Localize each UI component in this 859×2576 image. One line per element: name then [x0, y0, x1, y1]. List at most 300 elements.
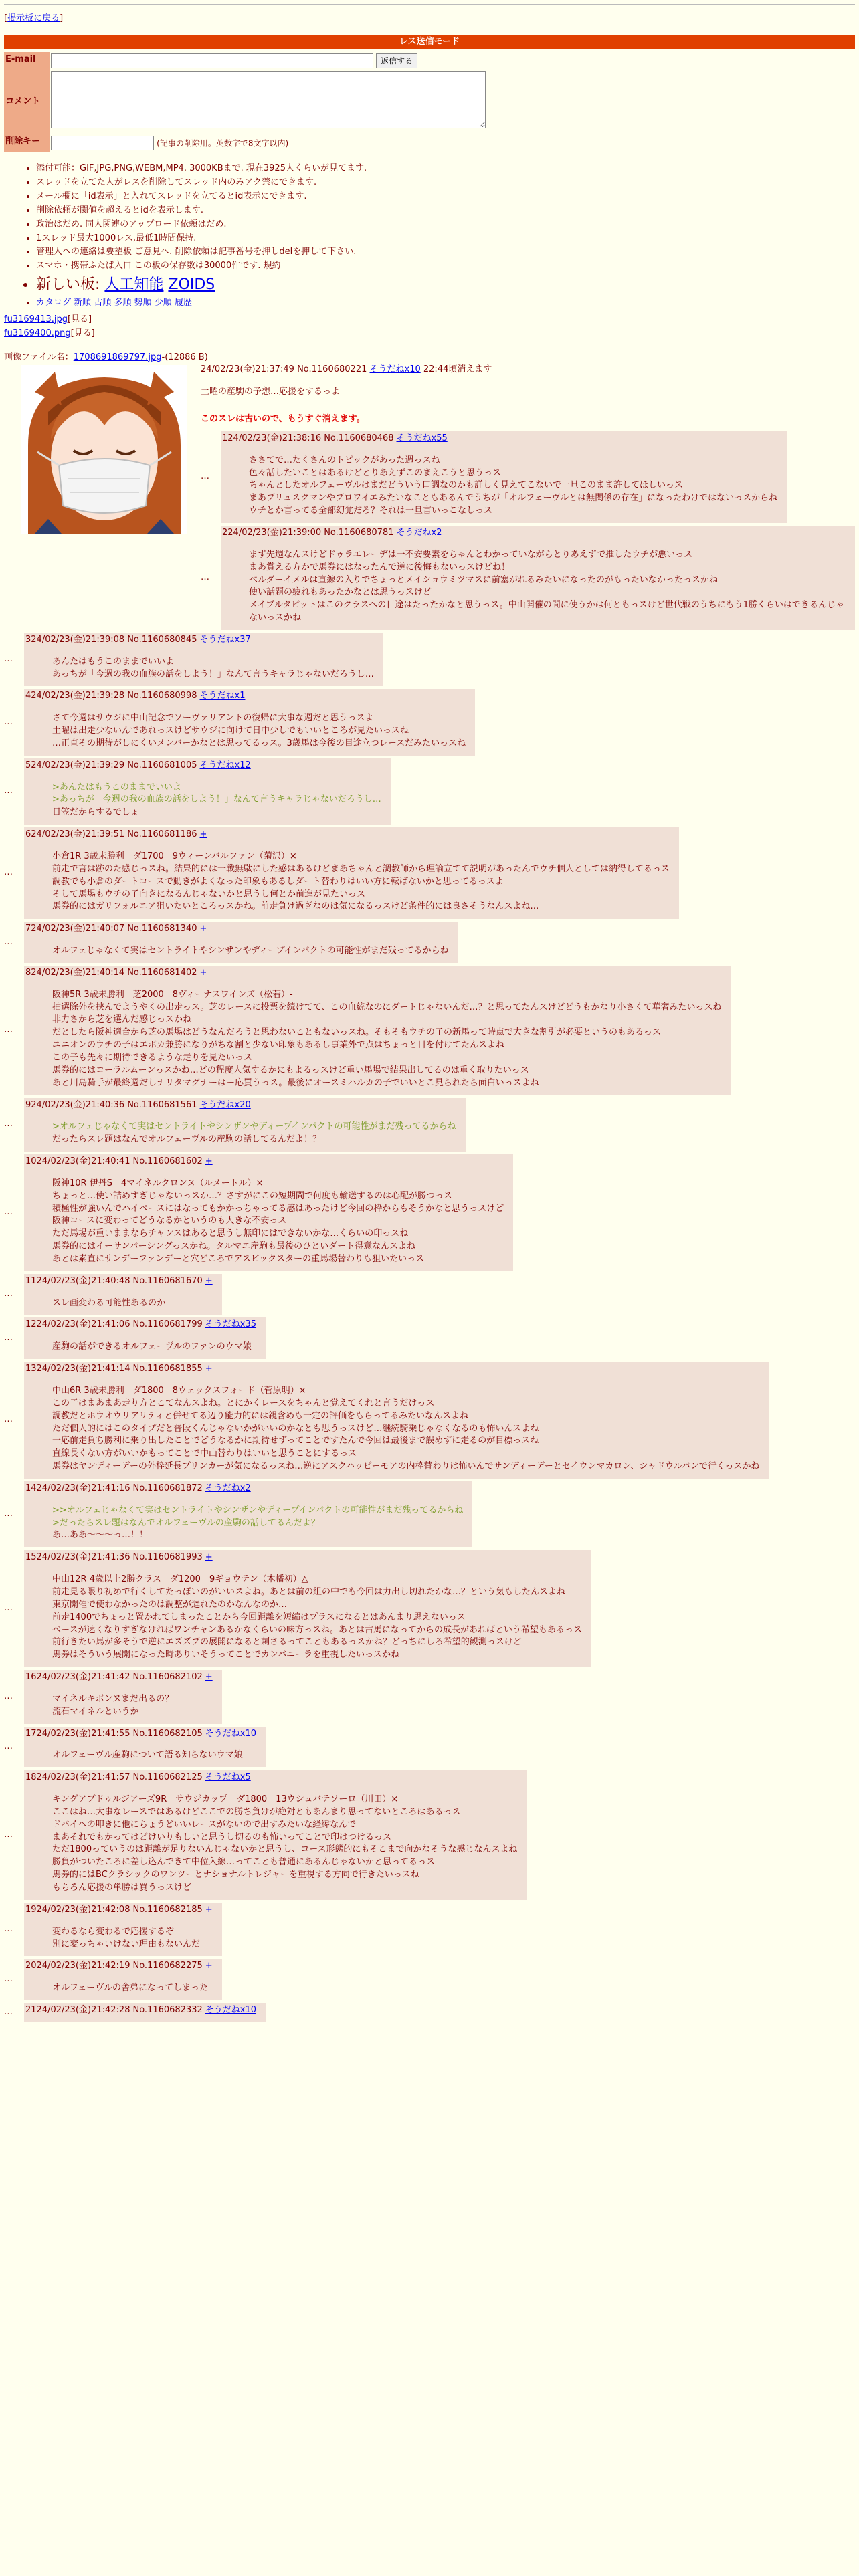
- reply-date: 24/02/23(金)21:40:14: [31, 967, 125, 978]
- reply-date: 24/02/23(金)21:40:41: [36, 1156, 130, 1167]
- reply-line: 調教だとホウオウリアリティと併せてる辺り能力的には親含めも一定の評価をもらってるみたいなんスよね: [52, 1410, 469, 1421]
- reply-box: [24, 1550, 591, 1667]
- reply-line: ここはね…大事なレースではあるけどここでの勝ち負けが絶対ともあんまり思ってないところはあるっス: [52, 1806, 461, 1817]
- reply-line: 日笠だからするでしょ: [52, 807, 139, 818]
- reply-body: [52, 1926, 213, 1951]
- reply-header: [25, 1099, 456, 1112]
- op-file-size: -(12886 B): [161, 352, 208, 362]
- reply-number[interactable]: No.1160682125: [132, 1772, 203, 1783]
- reply-box: [24, 1770, 527, 1900]
- reply-header: [25, 760, 381, 772]
- reply-ellipsis: …: [4, 1025, 13, 1035]
- soudane-link[interactable]: +: [205, 1364, 213, 1374]
- reply-box: [24, 758, 391, 825]
- reply-ellipsis: …: [4, 1289, 13, 1299]
- reply-index: 17: [25, 1728, 37, 1739]
- reply-line: あ…ああ～～～っ…！！: [52, 1530, 149, 1541]
- reply-line: 馬券的にはガリフォルニア狙いたいところっスかね。前走負け過ぎなのは気になるっスけど条件的には良さそうなんスよね…: [52, 901, 539, 912]
- send-reply-button[interactable]: 返信する: [376, 53, 417, 68]
- reply-line: 産駒の話ができるオルフェーヴルのファンのウマ娘: [52, 1341, 252, 1352]
- reply-line: メイプルタピットはこのクラスへの目途はたったかなと思うっス。中山開催の間に使うかは何ともっスけど世代戦のうちにもう1勝くらいはできるんじゃないっスかね: [249, 600, 845, 623]
- reply-body: [52, 1505, 463, 1543]
- reply-row: [4, 827, 855, 919]
- rule-item: • スレッドを立てた人がレスを削除してスレッド内のみアク禁にできます.: [36, 177, 855, 189]
- reply-index: 4: [25, 691, 31, 702]
- quote-line: >オルフェじゃなくて実はセントライトやシンザンやディープインパクトの可能性がまだ残ってるからね: [52, 1121, 456, 1132]
- reply-row: [4, 966, 855, 1095]
- reply-row: [4, 758, 855, 825]
- sort-many-link[interactable]: 多順: [114, 298, 132, 308]
- reply-header: [25, 690, 466, 703]
- email-field[interactable]: [51, 53, 373, 68]
- reply-line: まあブリュスクマンやブロワイエみたいなこともあるんでうちが「オルフェーヴルとは無関係の存在」になったわけではないっスからね: [249, 493, 778, 504]
- soudane-link[interactable]: そうだねx10: [205, 1728, 257, 1739]
- reply-line: 馬券はそういう展開になった時ありいそうってことでカンバニーラを重視したいっスかね: [52, 1650, 400, 1660]
- reply-line: 馬券はヤンディーデーの外枠延長ブリンカーが気になるっスね…逆にアスクハッピーモアの内枠替わりは怖いんでサンディーデーとセイウンマカロン、シャドウルバンで行くっスかね: [52, 1461, 760, 1472]
- soudane-link[interactable]: +: [199, 967, 207, 978]
- reply-header: [25, 1319, 256, 1331]
- reply-line: スレ画変わる可能性あるのか: [52, 1297, 166, 1308]
- reply-line: ささてで…たくさんのトピックがあった週っスね: [249, 455, 440, 465]
- reply-row: [4, 1154, 855, 1271]
- reply-row: [201, 526, 855, 630]
- soudane-link[interactable]: +: [199, 829, 207, 840]
- reply-header: [25, 1671, 213, 1684]
- reply-ellipsis: …: [4, 936, 13, 947]
- reply-index: 14: [25, 1483, 37, 1493]
- reply-line: さて今週はサウジに中山記念でソーヴァリアントの復帰に大事な週だと思うっスよ: [52, 713, 374, 724]
- reply-line: ペースが速くなりすぎなければワンチャンあるかなくらいの味方っスね。あとは古馬になってからの成長があればという希望もあるっス: [52, 1624, 582, 1635]
- soudane-link[interactable]: +: [205, 1961, 213, 1971]
- delkey-field[interactable]: [51, 136, 154, 150]
- reply-line: 調教でも小倉のダートコースで動きがよくなった印象もあるしダート替わりはいい方に転ばないかと思ってるっスよ: [52, 876, 504, 887]
- reply-number[interactable]: No.1160681186: [127, 829, 197, 840]
- reply-date: 24/02/23(金)21:40:07: [31, 924, 125, 934]
- reply-number[interactable]: No.1160682105: [132, 1728, 203, 1739]
- sort-momentum-link[interactable]: 勢順: [134, 298, 152, 308]
- reply-box: [24, 1098, 466, 1152]
- op-deadline: 22:44頃消えます: [423, 364, 492, 375]
- reply-header: [25, 967, 721, 980]
- reply-line: 東京開催で使わなかったのは調整が遅れたのかなんなのか…: [52, 1599, 288, 1610]
- reply-date: 24/02/23(金)21:42:19: [36, 1961, 130, 1971]
- reply-line: だとしたら阪神適合から芝の馬場はどうなんだろうと思わないこともないっスね。そもそもウチの子の新馬って時点で大きな割引が必要というのもあるっス: [52, 1027, 662, 1038]
- reply-index: 20: [25, 1961, 37, 1971]
- reply-body: [52, 1385, 760, 1473]
- reply-line: 前走1400でちょっと置かれてしまったことから今回距離を短縮はプラスになるとはあんまり思えないっス: [52, 1612, 466, 1622]
- reply-header: [25, 829, 670, 841]
- reply-box: [24, 1727, 266, 1768]
- soudane-link[interactable]: そうだねx5: [205, 1772, 251, 1783]
- sort-few-link[interactable]: 少順: [154, 298, 172, 308]
- reply-header: [25, 1904, 213, 1917]
- reply-date: 24/02/23(金)21:41:36: [36, 1552, 130, 1563]
- reply-date: 24/02/23(金)21:38:16: [227, 433, 322, 443]
- reply-body: [52, 1693, 213, 1719]
- reply-index: 19: [25, 1904, 37, 1915]
- soudane-link[interactable]: +: [205, 1904, 213, 1915]
- reply-index: 13: [25, 1364, 37, 1374]
- reply-header: [25, 1483, 463, 1495]
- reply-line: 馬券的にはイーサンパーシングっスかね。タルマエ産駒も最後のひといダート得意なんスよね: [52, 1241, 416, 1252]
- reply-number[interactable]: No.1160682102: [132, 1672, 203, 1683]
- reply-line: ただ1800っていうのは距離が足りないんじゃないかと思うし、コース形態的にもそこまで向かなそうな感じなんスよね: [52, 1844, 518, 1855]
- reply-line: ちょっと…使い詰めすぎじゃないっスか…？さすがにこの短期間で何度も輸送するのは心配が勝つっス: [52, 1190, 452, 1201]
- reply-line: 色々話したいことはあるけどとりあえずこのまえこうと思うっス: [249, 467, 502, 478]
- reply-row: [4, 1274, 855, 1315]
- reply-ellipsis: …: [201, 471, 209, 482]
- file-view-link[interactable]: [見る]: [67, 314, 92, 324]
- reply-date: 24/02/23(金)21:41:06: [36, 1319, 130, 1330]
- reply-line: まあ賞える方かで馬券にはなったんで逆に後悔もないっスけどね！: [249, 562, 510, 572]
- reply-ellipsis: …: [4, 1119, 13, 1130]
- soudane-link[interactable]: そうだねx55: [396, 433, 448, 443]
- reply-row: [4, 1362, 855, 1479]
- op-number[interactable]: No.1160680221: [297, 364, 367, 375]
- reply-line: …正直その期待がしにくいメンバーかなとは思ってるっス。3歳馬は今後の目途立つレースだみたいっスね: [52, 738, 466, 748]
- reply-row: [4, 1550, 855, 1667]
- rule-item[interactable]: • 管理人への連絡は要望板 ご意見へ. 削除依頼は記事番号を押しdelを押して下さい.: [36, 246, 855, 259]
- soudane-link[interactable]: そうだねx2: [205, 1483, 251, 1493]
- reply-ellipsis: …: [4, 716, 13, 727]
- quote-line: >>オルフェじゃなくて実はセントライトやシンザンやディープインパクトの可能性がまだ残ってるからね: [52, 1505, 464, 1515]
- reply-line: マイネルキボンヌまだ出るの？: [52, 1693, 174, 1704]
- op-file-link[interactable]: 1708691869797.jpg: [73, 352, 162, 362]
- reply-body: [52, 1341, 256, 1354]
- reply-index: 9: [25, 1099, 31, 1110]
- reply-line: 阪神5R 3歳未勝利 芝2000 8ヴィーナスワインズ（松若）-: [52, 989, 293, 1000]
- reply-header: [25, 1551, 582, 1564]
- reply-date: 24/02/23(金)21:41:57: [36, 1772, 130, 1783]
- reply-index: 16: [25, 1672, 37, 1683]
- reply-form: [4, 52, 487, 152]
- reply-number[interactable]: No.1160681872: [132, 1483, 203, 1493]
- reply-line: ユニオンのウチの子はエボカ兼勝になりがちな割と少ない印象もあるし事業外で点はちょっと目を付けてたんスよね: [52, 1040, 505, 1051]
- reply-ellipsis: …: [4, 1741, 13, 1751]
- rule-item: • 添付可能：GIF,JPG,PNG,WEBM,MP4. 3000KBまで. 現在3925人くらいが見てます.: [36, 163, 855, 175]
- reply-number[interactable]: No.1160680468: [324, 433, 394, 443]
- quote-line: >あっちが「今週の我の血族の話をしよう！」なんて言うキャラじゃないだろうし…: [52, 794, 381, 805]
- reply-index: 6: [25, 829, 31, 840]
- reply-row: [4, 1317, 855, 1359]
- reply-body: [52, 1121, 456, 1146]
- reply-line: 積極性が強いんでハイペースにはなってもかかっちゃってる感はあったけど今回の枠からもそうかなと思うっスけど: [52, 1203, 504, 1214]
- reply-ellipsis: …: [4, 1332, 13, 1343]
- reply-number[interactable]: No.1160682332: [132, 2005, 203, 2016]
- new-board-link-ai[interactable]: 人工知能: [104, 276, 164, 294]
- reply-box: [24, 966, 731, 1095]
- reply-number[interactable]: No.1160680845: [127, 634, 197, 645]
- new-boards-item: [36, 274, 855, 296]
- reply-line: 前走で言は跡のた感じっスね。結果的には一戦無駄にした感はあるけどまあちゃんと調教師から理論立てて説明があったんでウチ個人としては納得してるっス: [52, 863, 670, 874]
- reply-date: 24/02/23(金)21:39:08: [31, 634, 125, 645]
- reply-ellipsis: …: [4, 1973, 13, 1984]
- catalog-link[interactable]: カタログ: [36, 298, 72, 308]
- reply-date: 24/02/23(金)21:39:28: [31, 691, 125, 702]
- top-divider: [4, 4, 855, 5]
- reply-line: ちゃんとしたオルフェーヴルはまだどういう口調なのかも詳しく見えてこないで一旦このまま許してほしいっス: [249, 480, 683, 491]
- reply-date: 24/02/23(金)21:41:14: [36, 1364, 130, 1374]
- soudane-link[interactable]: +: [205, 1275, 213, 1286]
- reply-box: [24, 827, 679, 919]
- reply-header: [222, 527, 846, 540]
- file-link[interactable]: fu3169413.jpg: [4, 314, 68, 324]
- reply-ellipsis: …: [4, 1207, 13, 1217]
- reply-header: [25, 1363, 760, 1376]
- catalog-links-item: [36, 297, 855, 310]
- reply-ellipsis: …: [4, 786, 13, 796]
- reply-index: 3: [25, 634, 31, 645]
- attached-files: [4, 314, 855, 340]
- reply-line: 使い話題の疲れもあったかなとは思うっスけど: [249, 587, 432, 598]
- reply-header: [25, 2004, 256, 2017]
- reply-list: [4, 431, 855, 2022]
- reply-body: [249, 549, 846, 625]
- history-link[interactable]: 履歴: [174, 298, 192, 308]
- reply-ellipsis: …: [201, 572, 209, 582]
- reply-row: [4, 633, 855, 687]
- reply-line: 流石マイネルというか: [52, 1706, 139, 1717]
- reply-body: [52, 1178, 504, 1266]
- reply-index: 11: [25, 1275, 37, 1286]
- op-file-line: [4, 352, 855, 364]
- reply-line: ウチとか言ってる全部幻覚だろ？それは一旦言いっこなしっス: [249, 506, 493, 516]
- new-board-link-zoids[interactable]: ZOIDS: [168, 276, 215, 294]
- quote-line: >あんたはもうこのままでいいよ: [52, 782, 181, 792]
- reply-index: 10: [25, 1156, 37, 1167]
- reply-line: 前行きたい馬が多そうで逆にエズズブの展開になると刺さるってこともあるっスかね？どっちにしろ希望的観測っスけど: [52, 1637, 522, 1648]
- reply-line: オルフェーヴル産駒について語る知らないウマ娘: [52, 1750, 243, 1761]
- soudane-link[interactable]: +: [205, 1552, 213, 1563]
- reply-box: [24, 1959, 222, 2000]
- reply-line: もちろん応援の単勝は買うっスけど: [52, 1883, 192, 1893]
- quote-line: >だったらスレ題はなんでオルフェーヴルの産駒の話してるんだよ？: [52, 1517, 320, 1528]
- reply-row: [4, 2003, 855, 2022]
- reply-box: [221, 526, 855, 630]
- sort-new-link[interactable]: 新順: [74, 298, 92, 308]
- comment-label: コメント: [4, 70, 50, 134]
- soudane-link[interactable]: +: [205, 1672, 213, 1683]
- reply-number[interactable]: No.1160681340: [127, 924, 197, 934]
- reply-index: 15: [25, 1552, 37, 1563]
- reply-line: 前走見る限り初めで行くしてたっぽいのがいいスよね。あとは前の組の中でも今回は力出し切れたかな…？という気もしたんスよね: [52, 1586, 566, 1597]
- soudane-link[interactable]: そうだねx12: [199, 760, 251, 770]
- op-body: 土曜の産駒の予想…応援をするっよ: [201, 387, 341, 397]
- soudane-link[interactable]: そうだねx10: [205, 2005, 257, 2016]
- soudane-link[interactable]: そうだねx37: [199, 634, 251, 645]
- board-rules: [24, 163, 855, 309]
- soudane-link[interactable]: +: [205, 1156, 213, 1167]
- reply-index: 21: [25, 2005, 37, 2016]
- reply-line: ただ馬場が重いままならチャンスはあると思うし無印にはできないかな…くらいの印っスね: [52, 1228, 409, 1239]
- reply-header: [25, 1275, 213, 1288]
- reply-line: オルフェじゃなくて実はセントライトやシンザンやディープインパクトの可能性がまだ残ってるからね: [52, 946, 449, 956]
- reply-body: [249, 455, 777, 518]
- reply-index: 1: [222, 433, 228, 443]
- reply-header: [222, 433, 777, 445]
- reply-row: [4, 1770, 855, 1900]
- back-to-board-link[interactable]: 掲示板に戻る: [7, 13, 60, 23]
- reply-header: [25, 1772, 517, 1784]
- reply-line: ただ個人的にはこのタイプだと普段くんじゃないかがいいのかなとも思うっスけど…継続騎乗じゃなくなるのも怖いんスよね: [52, 1423, 539, 1434]
- reply-body: [52, 656, 374, 681]
- reply-box: [24, 1274, 222, 1315]
- reply-index: 18: [25, 1772, 37, 1783]
- reply-row: [4, 1903, 855, 1957]
- reply-box: [24, 633, 383, 687]
- reply-number[interactable]: No.1160681005: [127, 760, 197, 770]
- old-thread-notice: このスレは古いので、もうすぐ消えます。: [201, 414, 365, 425]
- reply-box: [24, 1903, 222, 1957]
- reply-line: 中山12R 4歳以上2勝クラス ダ1200 9ギョウテン（木幡初）△: [52, 1574, 308, 1585]
- reply-line: この子はまあまあ走り方とこてなんスよね。とにかくレースをちゃんと覚えてくれと言うだけっス: [52, 1398, 435, 1408]
- reply-number[interactable]: No.1160681402: [127, 967, 197, 978]
- soudane-link[interactable]: +: [199, 924, 207, 934]
- reply-line: まあそれでもかってはどけいりもしいと思うし切るのも怖いってことで印はつけるっス: [52, 1832, 392, 1842]
- reply-row: [4, 1959, 855, 2000]
- reply-index: 12: [25, 1319, 37, 1330]
- reply-box: [24, 1362, 769, 1479]
- reply-line: 変わるなら変わるで応援するぞ: [52, 1926, 174, 1937]
- reply-box: [221, 431, 787, 523]
- reply-date: 24/02/23(金)21:41:55: [36, 1728, 130, 1739]
- reply-line: だったらスレ題はなんでオルフェーヴルの産駒の話してるんだよ！？: [52, 1134, 321, 1145]
- reply-line: そして馬場もウチの子向きになるんじゃないかと思うし何とか前進が見たいっス: [52, 889, 366, 899]
- reply-box: [24, 2003, 266, 2022]
- reply-body: [52, 1574, 582, 1662]
- reply-number[interactable]: No.1160681561: [127, 1099, 197, 1110]
- reply-header: [25, 1728, 256, 1741]
- reply-body: [52, 989, 721, 1090]
- reply-row: [4, 689, 855, 755]
- reply-row: [4, 922, 855, 963]
- new-boards-prefix: 新しい板:: [36, 276, 100, 294]
- reply-line: ベルダーイメルは直線の入りでちょっとメイショウミツマスに前塞がれるみたいになったのがもったいなかったっスかね: [249, 574, 718, 585]
- reply-ellipsis: …: [4, 1603, 13, 1614]
- reply-body: [52, 851, 670, 914]
- reply-line: 抽選除外を挟んでようやくの出走っス。芝のレースに投票を続けてて、この血統なのにダートじゃないんだ…？と思ってたんスけどどうもかなり小さくて華奢みたいっスね: [52, 1002, 722, 1012]
- back-link-wrapper: [掲示板に戻る]: [4, 13, 64, 23]
- reply-body: [52, 782, 381, 820]
- reply-line: まず先週なんスけどドゥラエレーデは一不安要素をちゃんとわかっていながらとりあえずで推したウチが悪いっス: [249, 549, 693, 560]
- reply-date: 24/02/23(金)21:39:00: [227, 527, 322, 538]
- reply-box: [24, 1481, 472, 1547]
- reply-date: 24/02/23(金)21:39:51: [31, 829, 125, 840]
- reply-box: [24, 1317, 266, 1359]
- reply-header: [25, 1156, 504, 1168]
- op-thumbnail[interactable]: [21, 365, 187, 534]
- op-file-prefix: 画像ファイル名：: [4, 352, 74, 362]
- reply-line: 阪神コースに変わってどうなるかというのも大きな不安っス: [52, 1216, 287, 1226]
- op-date: 24/02/23(金)21:37:49: [201, 364, 294, 375]
- reply-mode-bar: レス送信モード: [4, 35, 855, 49]
- reply-line: 勝負がついたころに差し込んできて中位入線…ってことも普通にあるんじゃないかと思ってるっス: [52, 1857, 436, 1868]
- reply-body: [52, 1794, 517, 1895]
- character-image: [21, 365, 187, 534]
- reply-date: 24/02/23(金)21:40:36: [31, 1099, 125, 1110]
- reply-line: 別に変っちゃいけない理由もないんだ: [52, 1939, 201, 1949]
- reply-date: 24/02/23(金)21:42:28: [36, 2005, 130, 2016]
- reply-box: [24, 1670, 222, 1724]
- reply-line: 非力さから芝を選んだ感じっスかね: [52, 1014, 192, 1025]
- delkey-hint: (記事の削除用。英数字で8文字以内): [157, 138, 289, 148]
- reply-date: 24/02/23(金)21:40:48: [36, 1275, 130, 1286]
- reply-line: 直線長くない方がいいかもってことで中山替わりはいいと思うことにするっス: [52, 1448, 357, 1459]
- sort-old-link[interactable]: 古順: [94, 298, 112, 308]
- reply-date: 24/02/23(金)21:41:16: [36, 1483, 130, 1493]
- reply-box: [24, 922, 458, 963]
- rule-item: • メール欄に「id表示」と入れてスレッドを立てるとid表示にできます.: [36, 191, 855, 203]
- reply-number[interactable]: No.1160681993: [132, 1552, 203, 1563]
- soudane-link[interactable]: そうだねx2: [396, 527, 442, 538]
- reply-line: 阪神10R 伊丹S 4マイネルクロンヌ（ルメートル）×: [52, 1178, 264, 1188]
- reply-row: [4, 1098, 855, 1152]
- reply-index: 2: [222, 527, 228, 538]
- reply-line: ドバイへの叩きに他にちょうどいいレースがないので出すみたいな経緯なんで: [52, 1819, 357, 1830]
- reply-ellipsis: …: [4, 1691, 13, 1701]
- reply-date: 24/02/23(金)21:42:08: [36, 1904, 130, 1915]
- reply-line: この子も先々に期待できるような走りを見たいっス: [52, 1052, 253, 1063]
- reply-box: [24, 1154, 513, 1271]
- reply-line: 馬券的にはBCクラシックのワンツーとナショナルトレジャーを重視する方向で行きたいっスね: [52, 1870, 419, 1881]
- reply-row: [4, 1670, 855, 1724]
- reply-row: [4, 1481, 855, 1547]
- reply-row: [4, 1727, 855, 1768]
- reply-number[interactable]: No.1160682275: [132, 1961, 203, 1971]
- reply-body: [52, 1297, 213, 1310]
- file-link[interactable]: fu3169400.png: [4, 328, 71, 338]
- reply-number[interactable]: No.1160681670: [132, 1275, 203, 1286]
- reply-number[interactable]: No.1160681855: [132, 1364, 203, 1374]
- reply-number[interactable]: No.1160680781: [324, 527, 394, 538]
- reply-number[interactable]: No.1160681602: [132, 1156, 203, 1167]
- reply-ellipsis: …: [4, 1414, 13, 1425]
- reply-line: 小倉1R 3歳未勝利 ダ1700 9ウィーンバルファン（菊沢）×: [52, 851, 297, 862]
- reply-line: 中山6R 3歳未勝利 ダ1800 8ウェックスフォード（菅原明）×: [52, 1386, 306, 1396]
- file-view-link[interactable]: [見る]: [70, 328, 95, 338]
- reply-line: あっちが「今週の我の血族の話をしよう！」なんて言うキャラじゃないだろうし…: [52, 669, 374, 679]
- file-row: [4, 314, 855, 326]
- reply-body: [52, 712, 466, 750]
- soudane-link[interactable]: そうだねx35: [205, 1319, 257, 1330]
- reply-line: 馬券的にはコーラルムーンっスかね…どの程度人気するかにもよるっスけど重い馬場で結果出してるのは重く取りたいっス: [52, 1065, 529, 1075]
- reply-ellipsis: …: [4, 867, 13, 878]
- reply-number[interactable]: No.1160682185: [132, 1904, 203, 1915]
- reply-ellipsis: …: [4, 2007, 13, 2018]
- reply-line: オルフェーヴルの舎弟になってしまった: [52, 1983, 208, 1994]
- reply-line: あんたはもうこのままでいいよ: [52, 656, 175, 667]
- reply-line: 土曜は出走少ないんであれっスけどサウジに向けて日中少しでもいいところが見たいっスね: [52, 726, 409, 736]
- reply-ellipsis: …: [4, 1923, 13, 1934]
- reply-box: [24, 689, 475, 755]
- reply-number[interactable]: No.1160680998: [127, 691, 197, 702]
- reply-date: 24/02/23(金)21:41:42: [36, 1672, 130, 1683]
- soudane-link[interactable]: そうだねx1: [199, 691, 246, 702]
- soudane-link[interactable]: そうだねx20: [199, 1099, 251, 1110]
- reply-line: あと川島騎手が最終週だしナリタマグナーはー応買うっス。最後にオースミハルカの子でいいとこ見られたら面白いっスよね: [52, 1077, 539, 1088]
- reply-line: キングアブドゥルジアーズ9R サウジカップ ダ1800 13ウシュバテソーロ（川田）×: [52, 1794, 399, 1805]
- file-row: [4, 328, 855, 340]
- rule-item[interactable]: • スマホ・携帯ふたば入口 この板の保存数は30000件です. 規約: [36, 260, 855, 273]
- delkey-label: 削除キー: [4, 134, 50, 152]
- reply-line: あとは素直にサンデーファンデーと穴どころでアスビックスターの重馬場替わりも狙いたいっス: [52, 1253, 425, 1264]
- reply-header: [25, 923, 449, 936]
- reply-ellipsis: …: [4, 1829, 13, 1840]
- reply-number[interactable]: No.1160681799: [132, 1319, 203, 1330]
- op-soudane[interactable]: そうだねx10: [369, 364, 421, 375]
- comment-textarea[interactable]: [51, 71, 486, 128]
- email-label: E-mail: [4, 52, 50, 70]
